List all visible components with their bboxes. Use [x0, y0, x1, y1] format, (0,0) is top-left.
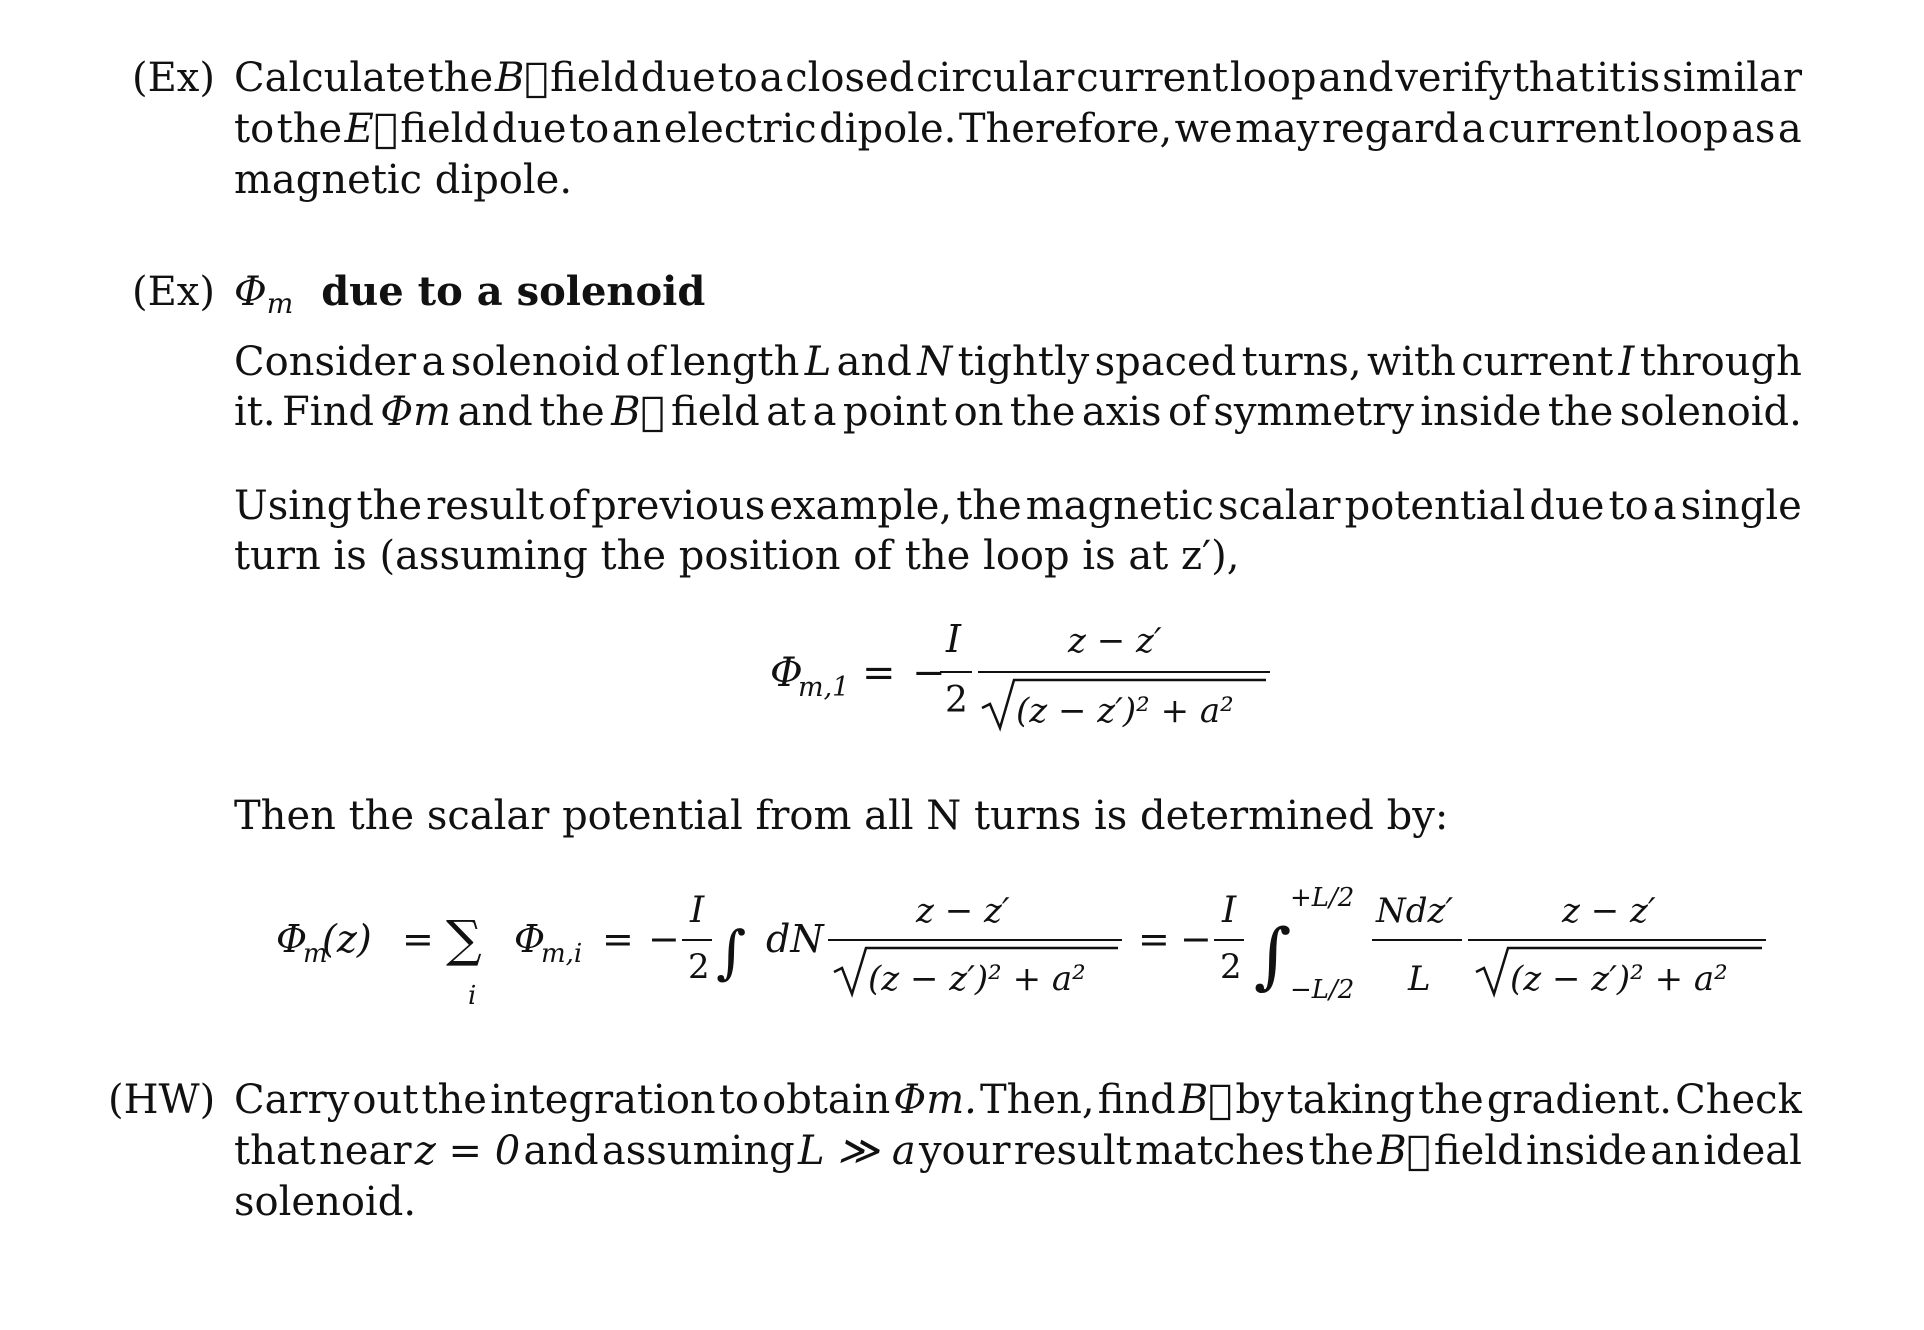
- example-1-line-2: to the E⃗ field due to an electric dipole. Therefore, we may regard a current loop as a: [234, 106, 1802, 152]
- eq2-phi-i: Φ: [514, 917, 546, 961]
- eq2-sum-index: i: [468, 981, 477, 1011]
- example-1-label: (Ex): [132, 55, 215, 101]
- eq2-upper-limit: +L/2: [1290, 883, 1355, 913]
- eq2-minus-1: −: [648, 917, 680, 961]
- eq2-equals-3: =: [1138, 917, 1170, 961]
- example-2-para-1-line-1: Consider a solenoid of length L and N tightly spaced turns, with current I through: [234, 339, 1802, 385]
- eq1-sqrt-sign: [982, 680, 1266, 728]
- eq2-num-2: z − z′: [1562, 891, 1656, 931]
- eq2-equals-2: =: [602, 917, 634, 961]
- eq2-integral-1: ∫: [716, 918, 747, 986]
- eq2-sqrt-2: [1476, 948, 1762, 994]
- eq2-sqrt-1: [834, 948, 1118, 994]
- homework-line-3: solenoid.: [234, 1179, 417, 1225]
- homework-text: [234, 1077, 1802, 1230]
- eq2-minus-2: −: [1180, 917, 1212, 961]
- example-2-para-1-line-2: it. Find Φm and the B⃗ field at a point on the axis of symmetry inside the solenoid.: [234, 389, 1802, 435]
- example-2-para-2-line-1: Using the result of previous example, the magnetic scalar potential due to a single: [234, 483, 1802, 529]
- eq2-L: L: [1408, 959, 1431, 999]
- eq1-denominator: (z − z′)² + a²: [1016, 691, 1234, 731]
- example-1-line-1: Calculate the B⃗ field due to a closed circular current loop and verify that it is similar: [234, 55, 1802, 101]
- eq1-phi: Φ: [770, 650, 803, 696]
- eq2-two-1: 2: [688, 947, 710, 987]
- eq2-arg: (z): [322, 917, 372, 961]
- eq1-numerator: z − z′: [1068, 621, 1162, 661]
- eq2-den-2: (z − z′)² + a²: [1510, 959, 1728, 999]
- eq2-phi: Φ: [276, 917, 308, 961]
- eq1-minus: −: [912, 650, 946, 696]
- eq2-num-1: z − z′: [916, 891, 1010, 931]
- eq1-subscript: m,1: [798, 672, 850, 703]
- eq2-lower-limit: −L/2: [1290, 975, 1355, 1005]
- eq2-integral-2: ∫: [1254, 913, 1292, 997]
- eq2-dN: dN: [766, 917, 824, 961]
- eq2-I-1: I: [690, 890, 705, 931]
- homework-line-2: that near z = 0 and assuming L ≫ a your result matches the B⃗ field inside an ideal: [234, 1128, 1802, 1174]
- example-2-para-2-line-2: turn is (assuming the position of the loop is at z′),: [234, 533, 1240, 579]
- example-2-label: (Ex): [132, 269, 215, 315]
- eq1-equals: =: [862, 650, 896, 696]
- example-2-para-2: [234, 483, 1802, 586]
- eq2-I-2: I: [1222, 890, 1237, 931]
- eq2-sum-symbol: ∑: [446, 910, 482, 968]
- example-2-title: $\Phi_m$ due to a solenoid: [234, 268, 706, 320]
- eq2-N-dz: Ndz′: [1376, 891, 1454, 931]
- eq2-sub-mi: m,i: [541, 939, 583, 969]
- eq1-I: I: [946, 617, 962, 661]
- eq2-equals-1: =: [402, 917, 434, 961]
- eq2-two-2: 2: [1220, 947, 1242, 987]
- homework-label: (HW): [108, 1077, 216, 1123]
- eq2-den-1: (z − z′)² + a²: [868, 959, 1086, 999]
- example-1-text: [234, 55, 1802, 208]
- homework-line-1: Carry out the integration to obtain Φm. Then, find B⃗ by taking the gradient. Check: [234, 1077, 1802, 1123]
- eq1-two: 2: [945, 680, 968, 721]
- example-2-para-3: Then the scalar potential from all N turns is determined by:: [234, 793, 1449, 839]
- example-1-line-3: magnetic dipole.: [234, 157, 573, 203]
- eq2-sub-m: m: [303, 939, 328, 969]
- example-2-para-1: [234, 339, 1802, 442]
